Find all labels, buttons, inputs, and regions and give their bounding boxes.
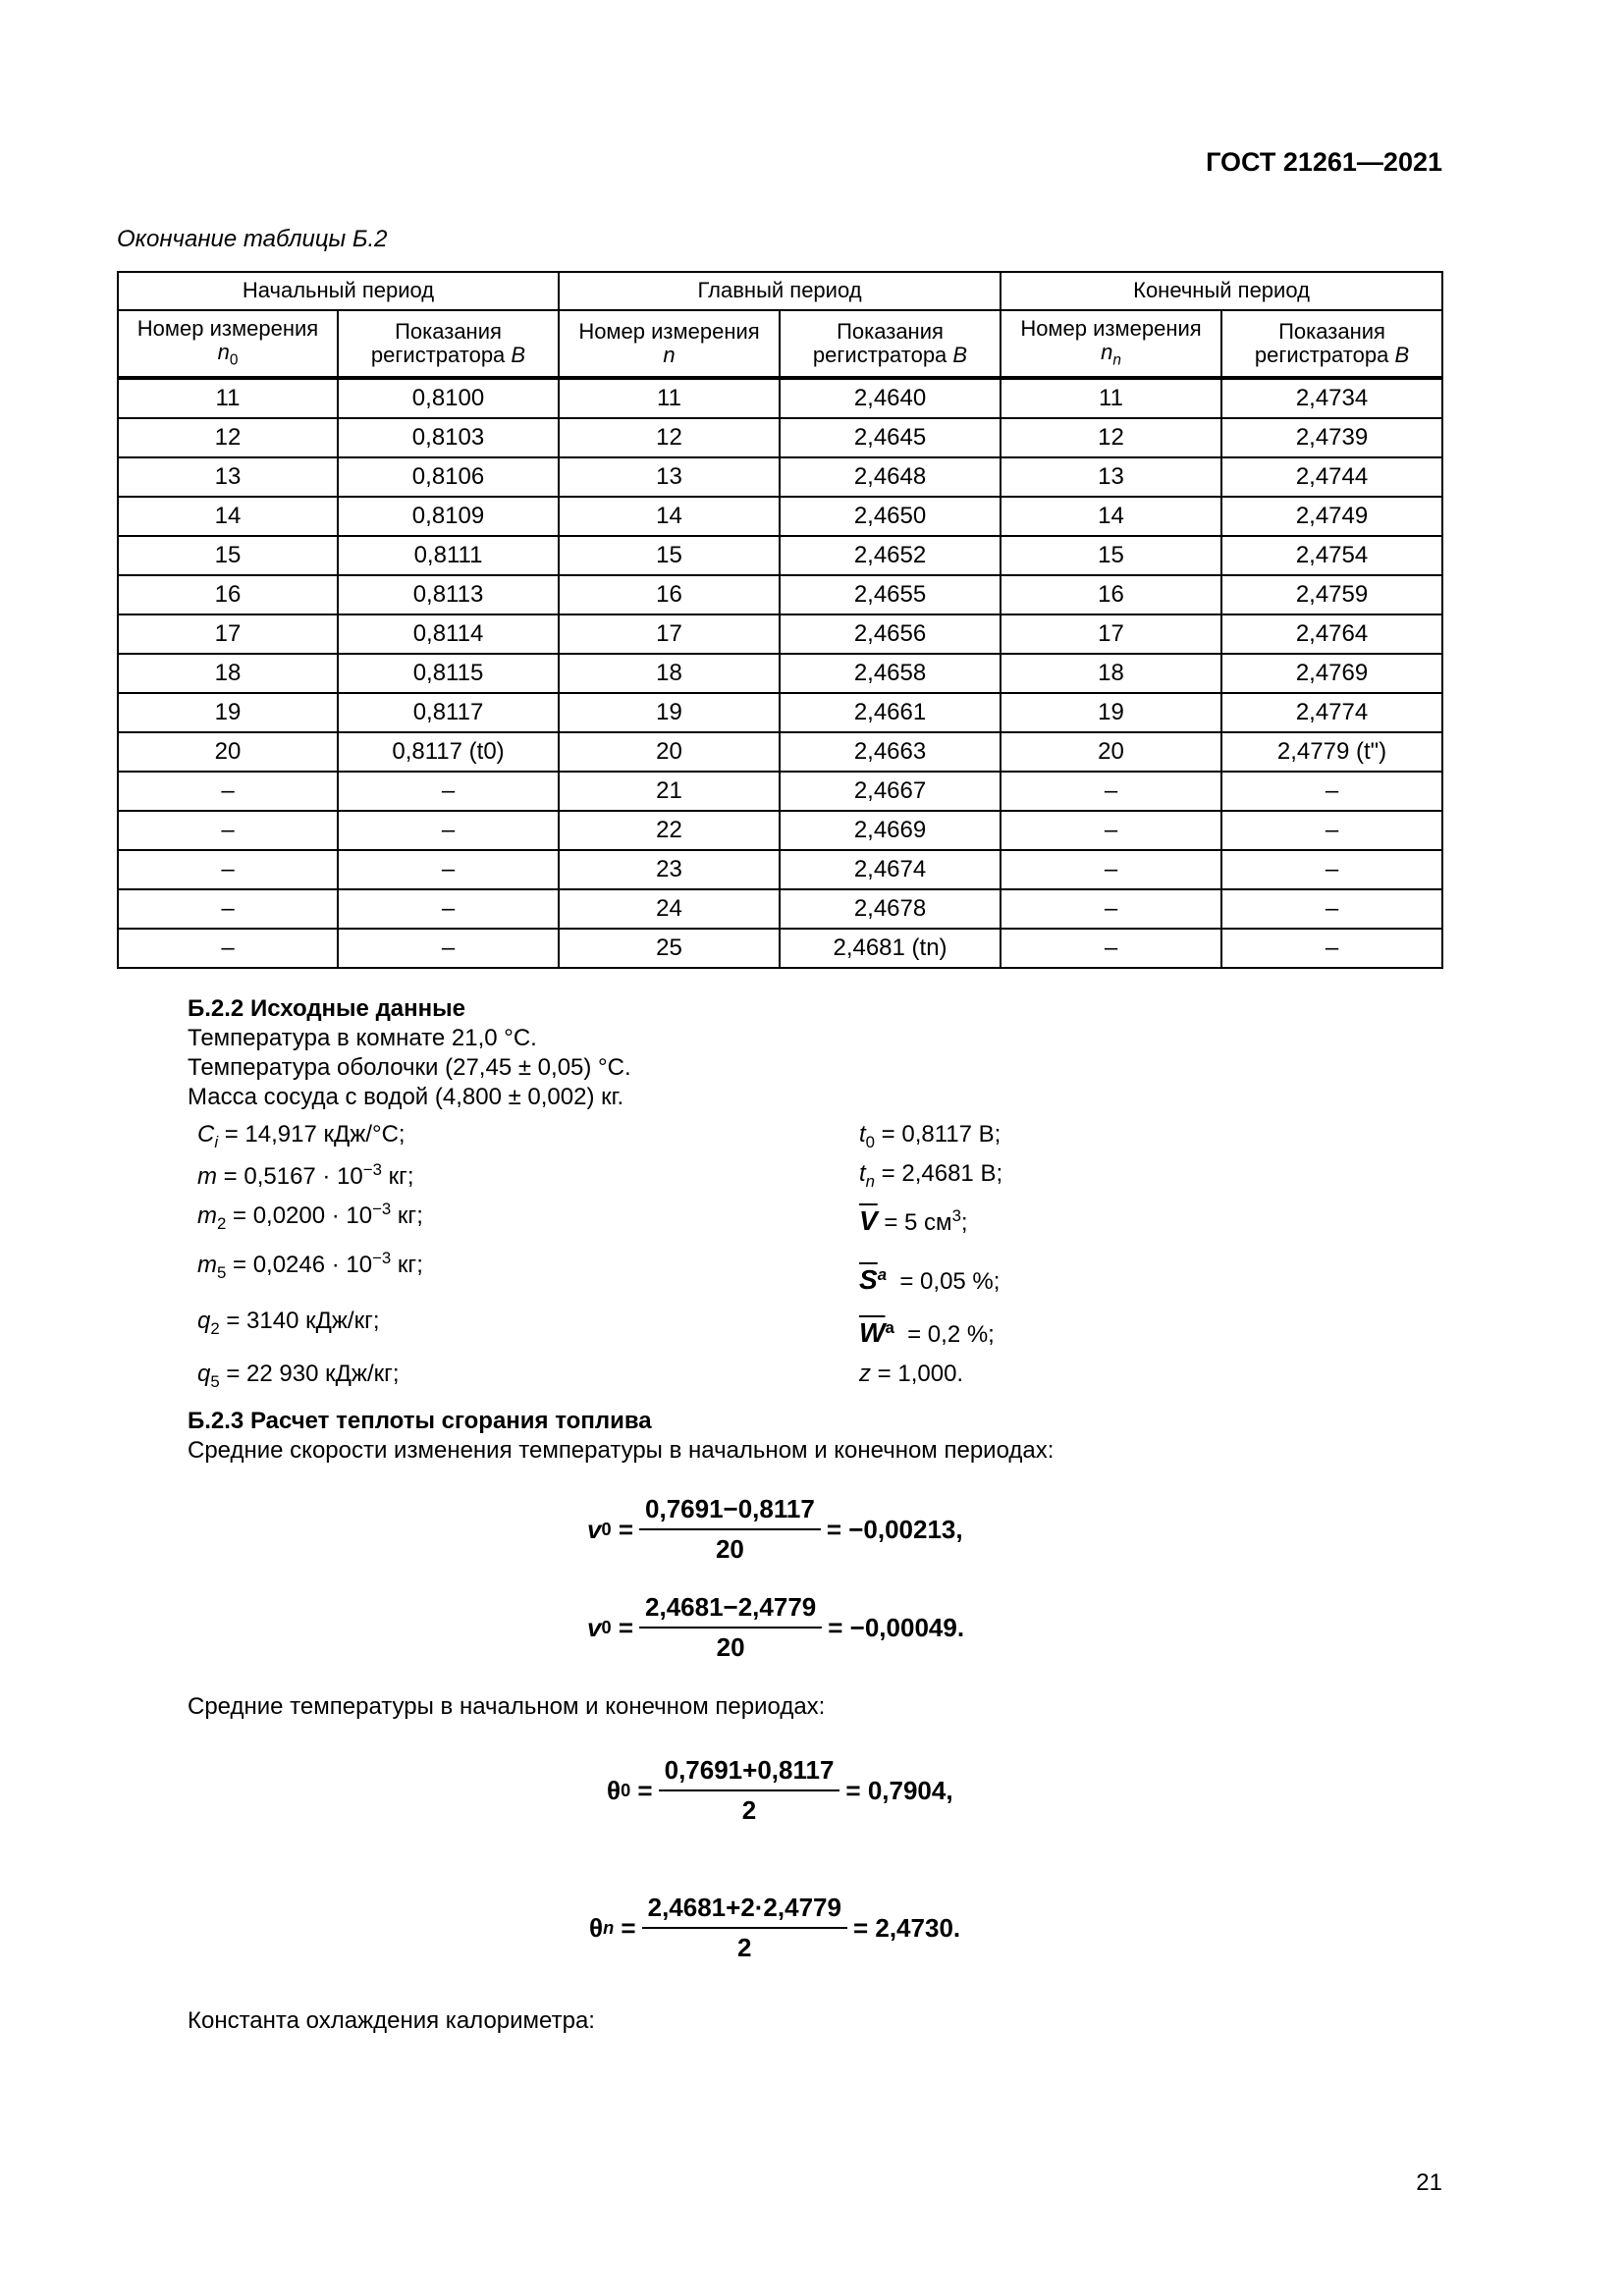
- table-cell: 24: [559, 889, 780, 929]
- param-wa: $\overline{W}^a = 0,2$ %;: [859, 1317, 995, 1348]
- table-cell: 12: [1001, 418, 1221, 457]
- table-cell: 20: [118, 732, 338, 772]
- formula-theta0: θ 0 = $\frac{0,7691+0,8117}{2}$ = 0,7904,: [607, 1755, 953, 1825]
- table-cell: 20: [559, 732, 780, 772]
- section-b22-title: Б.2.2 Исходные данные: [188, 995, 465, 1022]
- param-z: z = 1,000.: [859, 1361, 964, 1387]
- table-cell: 22: [559, 811, 780, 850]
- page-number: 21: [1416, 2169, 1442, 2196]
- table-cell: 2,4734: [1221, 378, 1442, 418]
- source-line-3: Масса сосуда с водой (4,800 ± 0,002) кг.: [188, 1084, 624, 1110]
- table-row: [118, 654, 1442, 693]
- table-cell: 2,4749: [1221, 497, 1442, 536]
- table-row: [118, 811, 1442, 850]
- table-cell: 11: [118, 378, 338, 418]
- table-cell: 16: [559, 575, 780, 614]
- table-cell: 15: [559, 536, 780, 575]
- table-cell: 16: [1001, 575, 1221, 614]
- table-cell: 17: [559, 614, 780, 654]
- table-cell: –: [118, 850, 338, 889]
- formula-thetan: θ n = $\frac{2,4681+2\cdot 2,4779}{2}$ = 2,4730.: [589, 1893, 961, 1962]
- table-cell: 2,4658: [780, 654, 1001, 693]
- table-cell: –: [1221, 811, 1442, 850]
- table-cell: –: [118, 889, 338, 929]
- table-cell: 17: [118, 614, 338, 654]
- table-row: [118, 889, 1442, 929]
- table-cell: 0,8103: [338, 418, 559, 457]
- table-cell: –: [338, 929, 559, 968]
- period-final: Конечный период: [1001, 272, 1442, 310]
- table-cell: 12: [118, 418, 338, 457]
- table-cell: 2,4674: [780, 850, 1001, 889]
- table-cell: 0,8115: [338, 654, 559, 693]
- table-cell: –: [1001, 850, 1221, 889]
- table-row: [118, 457, 1442, 497]
- col-header-nn: Номер измерения $n_n$: [1001, 310, 1221, 378]
- table-body: [118, 378, 1442, 968]
- table-cell: 14: [1001, 497, 1221, 536]
- table-cell: 0,8114: [338, 614, 559, 654]
- formula-v0-final: v 0 = $\frac{2,4681-2,4779}{20}$ = −0,00049.: [587, 1592, 965, 1662]
- table-cell: –: [1001, 811, 1221, 850]
- table-cell: 25: [559, 929, 780, 968]
- table-row: [118, 575, 1442, 614]
- table-cell: 2,4681 (tn): [780, 929, 1001, 968]
- section-b23-outro: Константа охлаждения калориметра:: [188, 2007, 595, 2034]
- table-cell: –: [338, 811, 559, 850]
- table-cell: –: [1221, 772, 1442, 811]
- table-cell: 2,4645: [780, 418, 1001, 457]
- table-cell: –: [1221, 889, 1442, 929]
- param-m2: $m_2 = 0,0200 \cdot 10^{-3}$ кг;: [197, 1200, 423, 1233]
- table-cell: –: [1001, 929, 1221, 968]
- table-row: [118, 497, 1442, 536]
- col-header-n0: Номер измерения $n_0$: [118, 310, 338, 378]
- param-t0: $t_0 = 0,8117$ В;: [859, 1121, 1001, 1151]
- table-row: [118, 536, 1442, 575]
- table-cell: 0,8106: [338, 457, 559, 497]
- table-cell: 19: [118, 693, 338, 732]
- period-main: Главный период: [559, 272, 1001, 310]
- table-cell: 15: [118, 536, 338, 575]
- section-b23-title: Б.2.3 Расчет теплоты сгорания топлива: [188, 1408, 652, 1434]
- table-cell: 11: [1001, 378, 1221, 418]
- table-cell: 18: [118, 654, 338, 693]
- table-row: [118, 772, 1442, 811]
- table-cell: 2,4754: [1221, 536, 1442, 575]
- table-caption: Окончание таблицы Б.2: [117, 226, 388, 252]
- col-header-reading-initial: Показания регистратора В: [338, 310, 559, 378]
- table-cell: 2,4650: [780, 497, 1001, 536]
- table-cell: 18: [559, 654, 780, 693]
- table-cell: 11: [559, 378, 780, 418]
- table-cell: –: [1001, 772, 1221, 811]
- table-cell: 19: [1001, 693, 1221, 732]
- param-v: $\overline{V} = 5$ $см^3$;: [859, 1205, 968, 1236]
- column-header-row: [118, 310, 1442, 378]
- table-cell: 2,4663: [780, 732, 1001, 772]
- table-cell: 2,4764: [1221, 614, 1442, 654]
- table-cell: –: [338, 772, 559, 811]
- table-cell: 2,4648: [780, 457, 1001, 497]
- formula-v0-initial: v 0 = $\frac{0,7691-0,8117}{20}$ = −0,00213,: [587, 1494, 963, 1564]
- table-cell: 2,4739: [1221, 418, 1442, 457]
- table-row: [118, 929, 1442, 968]
- table-cell: 14: [118, 497, 338, 536]
- table-cell: –: [338, 889, 559, 929]
- table-cell: 2,4655: [780, 575, 1001, 614]
- source-line-2: Температура оболочки (27,45 ± 0,05) °C.: [188, 1054, 631, 1081]
- table-cell: 15: [1001, 536, 1221, 575]
- table-cell: 0,8113: [338, 575, 559, 614]
- table-cell: –: [1221, 850, 1442, 889]
- table-row: [118, 378, 1442, 418]
- table-cell: 2,4769: [1221, 654, 1442, 693]
- table-cell: 13: [559, 457, 780, 497]
- period-header-row: [118, 272, 1442, 310]
- table-cell: –: [118, 929, 338, 968]
- measurements-table: [117, 271, 1443, 969]
- table-cell: 2,4779 (t"): [1221, 732, 1442, 772]
- table-row: [118, 850, 1442, 889]
- table-row: [118, 693, 1442, 732]
- param-q2: $q_2 = 3140$ кДж/кг;: [197, 1308, 380, 1338]
- param-m5: $m_5 = 0,0246 \cdot 10^{-3}$ кг;: [197, 1249, 423, 1282]
- table-cell: 2,4744: [1221, 457, 1442, 497]
- table-cell: 0,8100: [338, 378, 559, 418]
- table-cell: 0,8117 (t0): [338, 732, 559, 772]
- table-cell: 2,4667: [780, 772, 1001, 811]
- table-cell: 2,4669: [780, 811, 1001, 850]
- table-cell: 2,4640: [780, 378, 1001, 418]
- table-cell: –: [1001, 889, 1221, 929]
- period-initial: Начальный период: [118, 272, 559, 310]
- table-cell: 2,4759: [1221, 575, 1442, 614]
- table-cell: –: [118, 811, 338, 850]
- table-cell: 12: [559, 418, 780, 457]
- table-cell: 0,8117: [338, 693, 559, 732]
- table-cell: 2,4678: [780, 889, 1001, 929]
- table-cell: 2,4652: [780, 536, 1001, 575]
- section-b23-intro: Средние скорости изменения температуры в начальном и конечном периодах:: [188, 1437, 1055, 1464]
- col-header-n: Номер измерения n: [559, 310, 780, 378]
- param-q5: $q_5 = 22$ 930 кДж/кг;: [197, 1361, 400, 1391]
- param-sa: $\overline{S}^a = 0,05$ %;: [859, 1264, 1001, 1295]
- table-row: [118, 614, 1442, 654]
- table-cell: 0,8111: [338, 536, 559, 575]
- table-cell: 16: [118, 575, 338, 614]
- table-cell: 21: [559, 772, 780, 811]
- table-cell: 18: [1001, 654, 1221, 693]
- table-cell: 2,4661: [780, 693, 1001, 732]
- col-header-reading-main: Показания регистратора В: [780, 310, 1001, 378]
- col-header-reading-final: Показания регистратора В: [1221, 310, 1442, 378]
- table-cell: 23: [559, 850, 780, 889]
- table-row: [118, 732, 1442, 772]
- table-cell: –: [1221, 929, 1442, 968]
- table-cell: 20: [1001, 732, 1221, 772]
- section-b23-mid: Средние температуры в начальном и конечном периодах:: [188, 1693, 826, 1720]
- table-cell: 14: [559, 497, 780, 536]
- source-line-1: Температура в комнате 21,0 °C.: [188, 1025, 537, 1051]
- table-cell: 17: [1001, 614, 1221, 654]
- table-cell: 2,4774: [1221, 693, 1442, 732]
- table-cell: 19: [559, 693, 780, 732]
- param-ci: $C_i = 14,917$ кДж/°C;: [197, 1121, 406, 1151]
- document-id: ГОСТ 21261—2021: [1206, 147, 1442, 177]
- param-m: $m = 0,5167 \cdot 10^{-3}$ кг;: [197, 1160, 414, 1190]
- table-cell: –: [118, 772, 338, 811]
- table-cell: 13: [1001, 457, 1221, 497]
- table-cell: 13: [118, 457, 338, 497]
- table-cell: –: [338, 850, 559, 889]
- table-cell: 0,8109: [338, 497, 559, 536]
- table-cell: 2,4656: [780, 614, 1001, 654]
- table-row: [118, 418, 1442, 457]
- param-tn: $t_n = 2,4681$ В;: [859, 1160, 1003, 1191]
